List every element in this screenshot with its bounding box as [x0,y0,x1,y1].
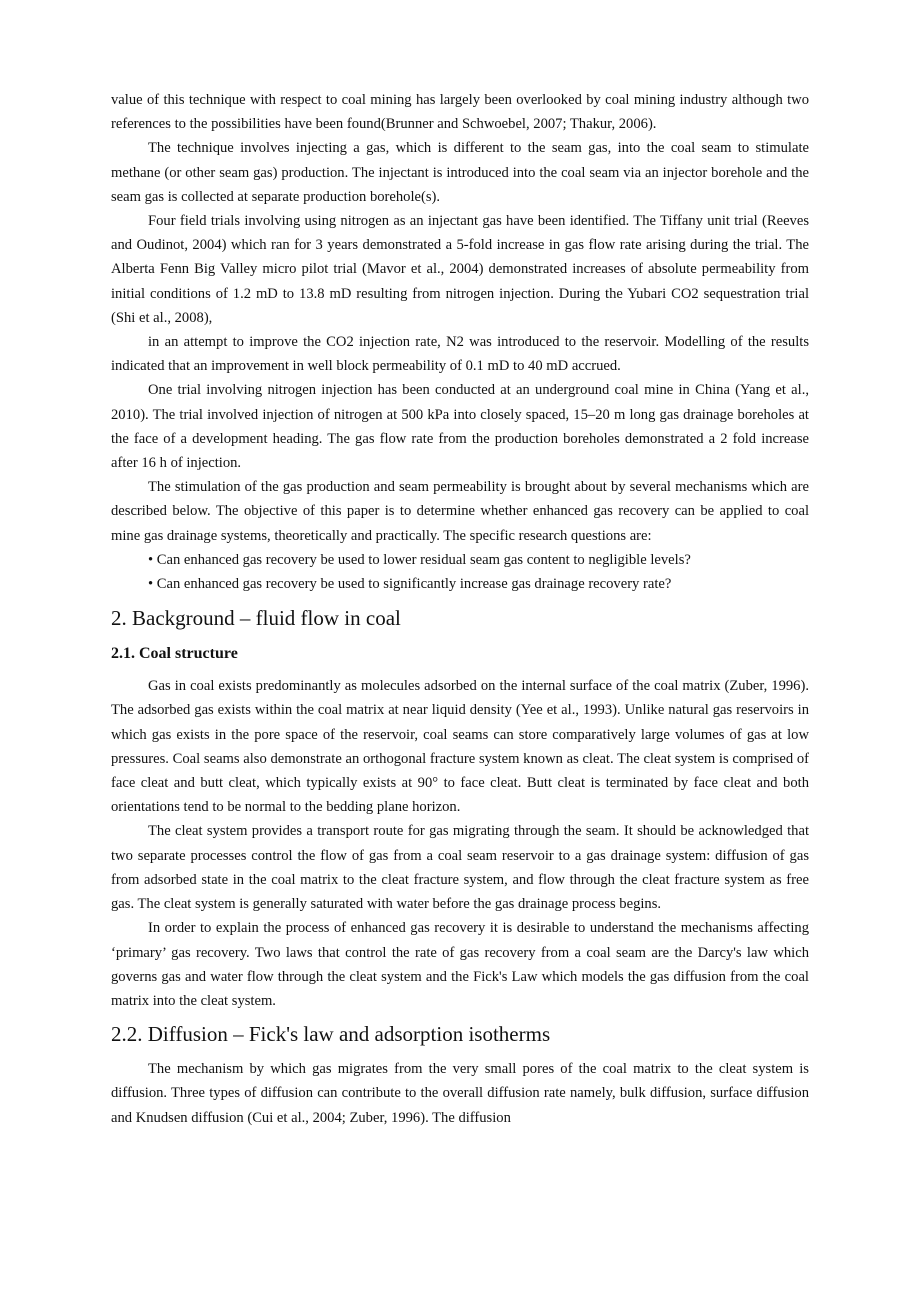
paragraph-intro-continued: value of this technique with respect to coal mining has largely been overlooked by coal mining industry although two references to the possibilities have been found(Brunner and Schwoebel, 2007; Thakur, 2006). [111,92,809,133]
paragraph-technique: The technique involves injecting a gas, which is different to the seam gas, into the coal seam to stimulate methane (or other seam gas) production. The injectant is introduced into the coal seam via an injector borehole and the seam gas is collected at separate production borehole(s). [111,140,809,205]
paragraph-gas-in-coal: Gas in coal exists predominantly as molecules adsorbed on the internal surface of the coal matrix (Zuber, 1996). The adsorbed gas exists within the coal matrix at near liquid density (Yee et al., 1993). Unlike natural gas reservoirs in which gas exists in the pore space of the reservoir, coal seams can store comparatively large volumes of gas at low pressures. Coal seams also demonstrate an orthogonal fracture system known as cleat. The cleat system is comprised of face cleat and butt cleat, which typically exists at 90° to face cleat. Butt cleat is terminated by face cleat and both orientations tend to be normal to the bedding plane horizon. [111,678,809,816]
paragraph-yubari: in an attempt to improve the CO2 injection rate, N2 was introduced to the reservoir. Modelling of the results indicated that an improvement in well block permeability of 0.1 mD to 40 mD accrued. [111,334,809,375]
paragraph-field-trials: Four field trials involving using nitrogen as an injectant gas have been identified. The Tiffany unit trial (Reeves and Oudinot, 2004) which ran for 3 years demonstrated a 5-fold increase in gas flow rate arising during the trial. The Alberta Fenn Big Valley micro pilot trial (Mavor et al., 2004) demonstrated increases of absolute permeability from initial conditions of 1.2 mD to 13.8 mD resulting from nitrogen injection. During the Yubari CO2 sequestration trial (Shi et al., 2008), [111,213,809,326]
paragraph-diffusion: The mechanism by which gas migrates from the very small pores of the coal matrix to the cleat system is diffusion. Three types of diffusion can contribute to the overall diffusion rate namely, bulk diffusion, surface diffusion and Knudsen diffusion (Cui et al., 2004; Zuber, 1996). The diffusion [111,1061,809,1126]
research-questions-list [111,548,809,596]
paragraph-cleat-system: The cleat system provides a transport route for gas migrating through the seam. It should be acknowledged that two separate processes control the flow of gas from a coal seam reservoir to a gas drainage system: diffusion of gas from adsorbed state in the coal matrix to the cleat fracture system, and flow through the cleat fracture system as free gas. The cleat system is generally saturated with water before the gas drainage process begins. [111,823,809,913]
section-2-2-heading: 2.2. Diffusion – Fick's law and adsorption isotherms [111,1022,551,1047]
paragraph-china-trial: One trial involving nitrogen injection has been conducted at an underground coal mine in China (Yang et al., 2010). The trial involved injection of nitrogen at 500 kPa into closely spaced, 15–20 m long gas drainage boreholes at the face of a development heading. The gas flow rate from the production boreholes demonstrated a 2 fold increase after 16 h of injection. [111,382,809,472]
section-2-1-heading: 2.1. Coal structure [111,645,238,663]
research-question-item: • Can enhanced gas recovery be used to significantly increase gas drainage recovery rate? [148,576,672,593]
paragraph-objective: The stimulation of the gas production and seam permeability is brought about by several mechanisms which are described below. The objective of this paper is to determine whether enhanced gas recovery can be applied to coal mine gas drainage systems, theoretically and practically. The specific research questions are: [111,479,809,544]
page-body [111,88,809,1130]
section-2-heading: 2. Background – fluid flow in coal [111,606,401,631]
paragraph-primary-recovery: In order to explain the process of enhanced gas recovery it is desirable to understand the mechanisms affecting ‘primary’ gas recovery. Two laws that control the rate of gas recovery from a coal seam are the Darcy's law which governs gas and water flow through the cleat system and the Fick's Law which models the gas diffusion from the coal matrix into the cleat system. [111,920,809,1009]
research-question-item: • Can enhanced gas recovery be used to lower residual seam gas content to negligible levels? [148,551,691,568]
